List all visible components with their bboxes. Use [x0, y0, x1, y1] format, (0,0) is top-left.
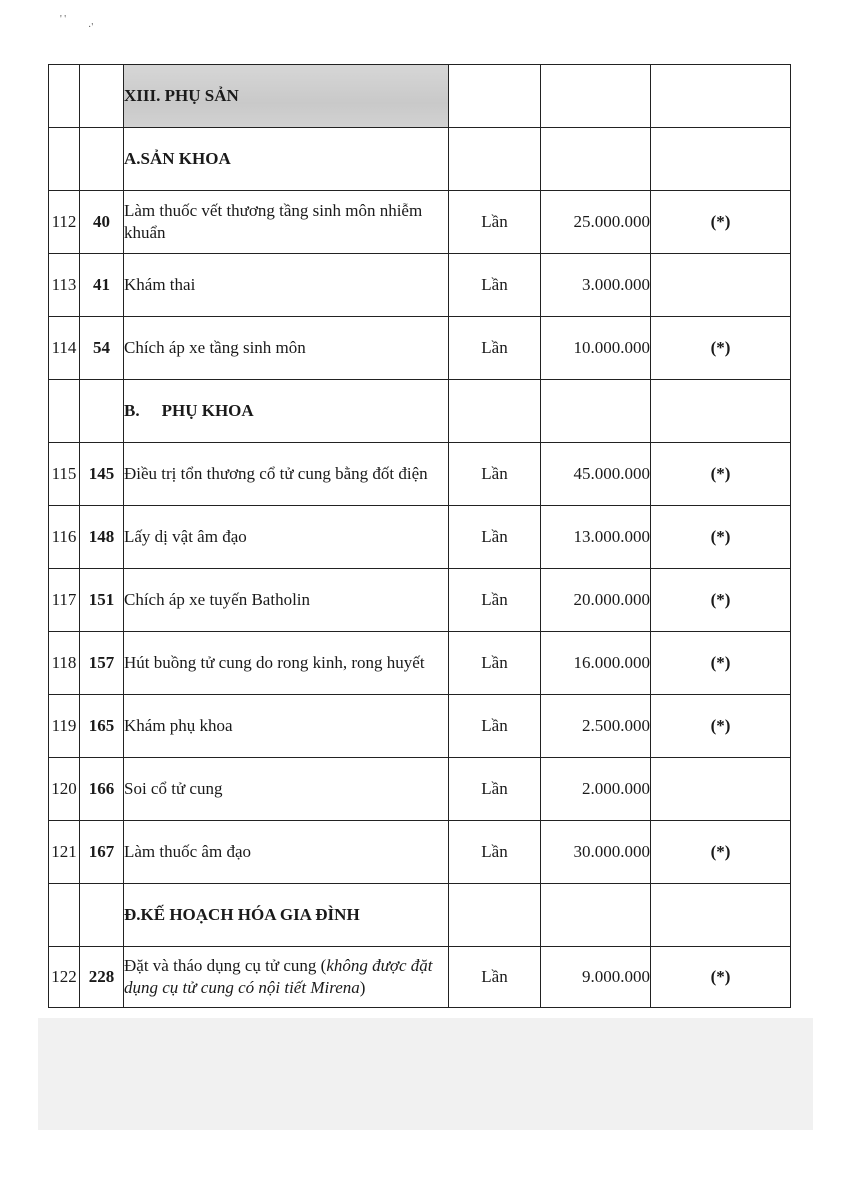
note-cell: (*) [651, 506, 791, 569]
code-cell: 165 [80, 695, 124, 758]
code-cell: 157 [80, 632, 124, 695]
price-cell: 3.000.000 [541, 254, 651, 317]
fee-table [48, 64, 791, 1008]
table-row [49, 758, 791, 821]
unit-cell: Lần [449, 758, 541, 821]
note-cell: (*) [651, 317, 791, 380]
service-name-cell: Soi cổ tử cung [124, 758, 449, 821]
price-cell: 30.000.000 [541, 821, 651, 884]
code-cell: 148 [80, 506, 124, 569]
service-name-cell: Làm thuốc âm đạo [124, 821, 449, 884]
price-cell: 2.000.000 [541, 758, 651, 821]
code-cell: 166 [80, 758, 124, 821]
unit-cell: Lần [449, 443, 541, 506]
table-row [49, 443, 791, 506]
note-cell: (*) [651, 632, 791, 695]
price-cell: 16.000.000 [541, 632, 651, 695]
table-row [49, 191, 791, 254]
table-row [49, 254, 791, 317]
unit-cell: Lần [449, 821, 541, 884]
code-cell [80, 65, 124, 128]
table-row [49, 632, 791, 695]
note-cell: (*) [651, 821, 791, 884]
code-cell: 145 [80, 443, 124, 506]
note-cell [651, 758, 791, 821]
unit-cell [449, 65, 541, 128]
note-cell [651, 65, 791, 128]
section-title: XIII. PHỤ SẢN [124, 65, 449, 128]
unit-cell: Lần [449, 254, 541, 317]
stt-cell: 114 [49, 317, 80, 380]
stt-cell: 115 [49, 443, 80, 506]
group-title-a: A.SẢN KHOA [124, 128, 449, 191]
code-cell: 167 [80, 821, 124, 884]
stt-cell: 121 [49, 821, 80, 884]
price-cell [541, 65, 651, 128]
service-name-note: không được đặt dụng cụ tử cung có nội tiết Mirena [124, 955, 433, 997]
section-header-row [49, 65, 791, 128]
group-prefix: B. [124, 401, 140, 420]
unit-cell: Lần [449, 317, 541, 380]
stt-cell: 118 [49, 632, 80, 695]
price-cell: 2.500.000 [541, 695, 651, 758]
service-name-cell: Làm thuốc vết thương tầng sinh môn nhiễm khuẩn [124, 191, 449, 254]
price-cell: 20.000.000 [541, 569, 651, 632]
table-row [49, 569, 791, 632]
note-cell: (*) [651, 191, 791, 254]
service-name-cell: Lấy dị vật âm đạo [124, 506, 449, 569]
service-name-cell [124, 947, 449, 1008]
code-cell: 151 [80, 569, 124, 632]
group-header-row [49, 380, 791, 443]
service-name-cell: Chích áp xe tuyến Batholin [124, 569, 449, 632]
note-cell: (*) [651, 695, 791, 758]
service-name-cell: Hút buồng tử cung do rong kinh, rong huyết [124, 632, 449, 695]
code-cell: 40 [80, 191, 124, 254]
stt-cell: 119 [49, 695, 80, 758]
service-name-cell: Khám thai [124, 254, 449, 317]
service-name-cell: Khám phụ khoa [124, 695, 449, 758]
code-cell: 228 [80, 947, 124, 1008]
price-cell: 45.000.000 [541, 443, 651, 506]
stt-cell: 117 [49, 569, 80, 632]
code-cell: 41 [80, 254, 124, 317]
code-cell: 54 [80, 317, 124, 380]
unit-cell: Lần [449, 632, 541, 695]
note-cell: (*) [651, 947, 791, 1008]
stt-cell: 120 [49, 758, 80, 821]
unit-cell: Lần [449, 569, 541, 632]
group-title-text: PHỤ KHOA [161, 401, 254, 420]
stt-cell: 122 [49, 947, 80, 1008]
price-cell: 9.000.000 [541, 947, 651, 1008]
price-cell: 10.000.000 [541, 317, 651, 380]
scan-speck: ' ' [60, 14, 67, 25]
note-cell [651, 254, 791, 317]
price-cell: 13.000.000 [541, 506, 651, 569]
price-cell: 25.000.000 [541, 191, 651, 254]
table-row [49, 947, 791, 1008]
stt-cell: 112 [49, 191, 80, 254]
group-header-row [49, 128, 791, 191]
group-header-row [49, 884, 791, 947]
unit-cell: Lần [449, 191, 541, 254]
group-title-d: Đ.KẾ HOẠCH HÓA GIA ĐÌNH [124, 884, 449, 947]
table-row [49, 317, 791, 380]
service-name-cell: Chích áp xe tầng sinh môn [124, 317, 449, 380]
service-name-text: Đặt và tháo dụng cụ tử cung ( [124, 955, 327, 975]
table-row [49, 695, 791, 758]
unit-cell: Lần [449, 506, 541, 569]
note-cell: (*) [651, 569, 791, 632]
scan-shadow [38, 1018, 813, 1130]
service-name-cell: Điều trị tổn thương cổ tử cung bằng đốt điện [124, 443, 449, 506]
stt-cell: 113 [49, 254, 80, 317]
scan-speck: ·' [88, 22, 94, 33]
unit-cell: Lần [449, 695, 541, 758]
table-row [49, 821, 791, 884]
service-name-close: ) [359, 978, 366, 997]
stt-cell [49, 65, 80, 128]
table-row [49, 506, 791, 569]
unit-cell: Lần [449, 947, 541, 1008]
note-cell: (*) [651, 443, 791, 506]
group-title-b [124, 380, 449, 443]
stt-cell: 116 [49, 506, 80, 569]
